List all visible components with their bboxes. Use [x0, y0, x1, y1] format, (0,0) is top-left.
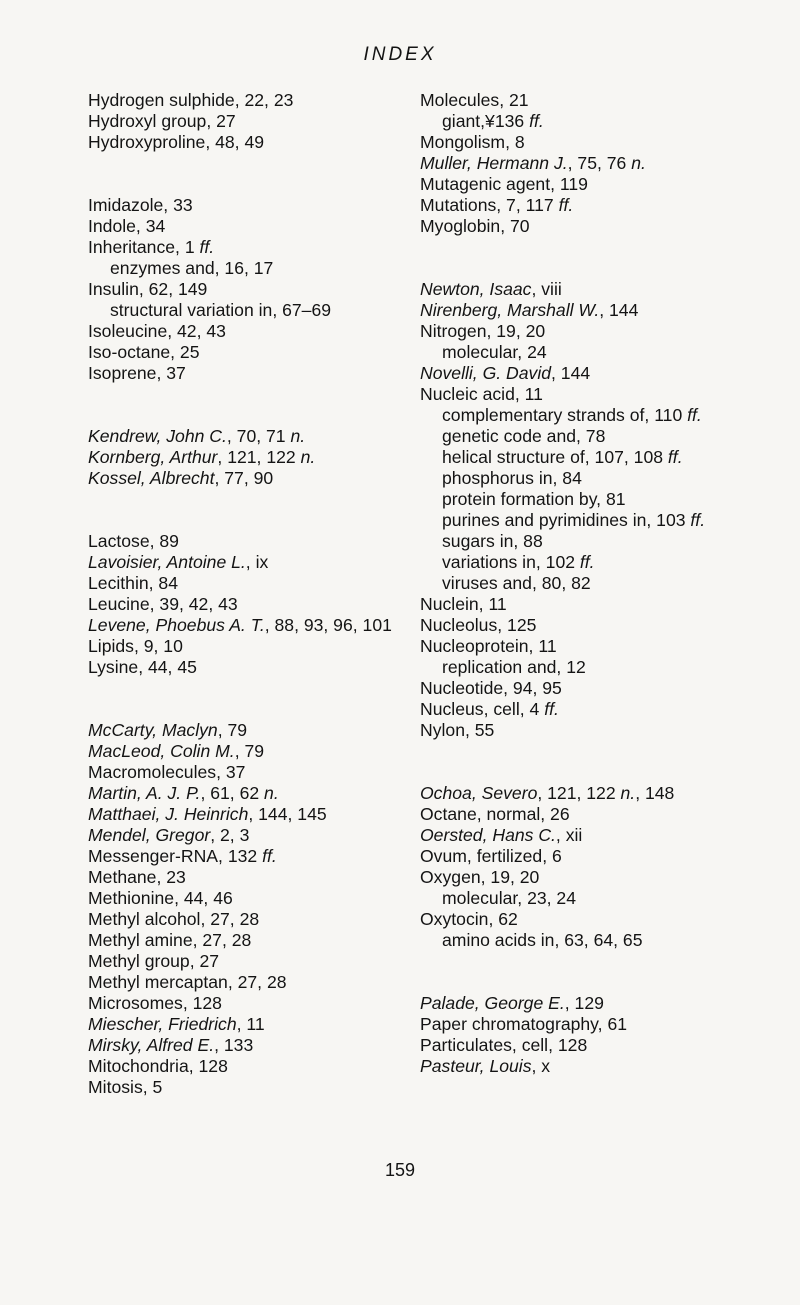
index-entry [88, 195, 400, 216]
entry-text: structural variation in, 67–69 [110, 300, 332, 320]
index-entry [88, 216, 400, 237]
person-name: Miescher, Friedrich [88, 1014, 237, 1034]
index-entry [420, 279, 755, 300]
index-entry [420, 1035, 755, 1056]
index-entry [88, 552, 400, 573]
index-entry [420, 804, 755, 825]
entry-text: Lactose, 89 [88, 531, 179, 551]
entry-text: , 144 [551, 363, 591, 383]
index-subentry [420, 405, 755, 426]
index-entry [88, 930, 400, 951]
entry-text: Nuclein, 11 [420, 594, 507, 614]
index-entry [420, 321, 755, 342]
entry-text: Leucine, 39, 42, 43 [88, 594, 238, 614]
index-entry [88, 363, 400, 384]
index-entry [88, 741, 400, 762]
person-name: Kendrew, John C. [88, 426, 227, 446]
entry-text: Octane, normal, 26 [420, 804, 570, 824]
index-entry [88, 1056, 400, 1077]
entry-text: Oxygen, 19, 20 [420, 867, 540, 887]
person-name: Palade, George E. [420, 993, 565, 1013]
index-entry [88, 573, 400, 594]
spacer [420, 951, 755, 972]
entry-text: replication and, 12 [442, 657, 586, 677]
entry-text: , x [531, 1056, 551, 1076]
entry-text: Hydroxyproline, 48, 49 [88, 132, 265, 152]
person-name: Lavoisier, Antoine L. [88, 552, 246, 572]
italic-suffix: ff. [579, 552, 595, 572]
person-name: McCarty, Maclyn [88, 720, 218, 740]
index-entry [88, 846, 400, 867]
index-subentry [420, 657, 755, 678]
spacer [420, 237, 755, 258]
index-subentry [420, 111, 755, 132]
italic-suffix: ff. [544, 699, 559, 719]
entry-text: Microsomes, 128 [88, 993, 222, 1013]
index-subentry [420, 468, 755, 489]
italic-suffix: n. [300, 447, 316, 467]
italic-suffix: n. [264, 783, 279, 803]
entry-text: , xii [555, 825, 583, 845]
italic-suffix: ff. [529, 111, 544, 131]
index-entry [88, 468, 400, 489]
person-name: Muller, Hermann J. [420, 153, 568, 173]
entry-text: Ovum, fertilized, 6 [420, 846, 562, 866]
index-entry [420, 1056, 755, 1077]
entry-text: , ix [245, 552, 269, 572]
index-entry [420, 678, 755, 699]
index-entry [88, 909, 400, 930]
person-name: Newton, Isaac [420, 279, 532, 299]
entry-text: , viii [531, 279, 562, 299]
index-entry [88, 762, 400, 783]
spacer [420, 762, 755, 783]
italic-suffix: ff. [690, 510, 706, 530]
entry-text: Isoleucine, 42, 43 [88, 321, 226, 341]
index-entry [420, 993, 755, 1014]
entry-text: Imidazole, 33 [88, 195, 193, 215]
person-name: Martin, A. J. P. [88, 783, 201, 803]
index-entry [420, 195, 755, 216]
entry-text: purines and pyrimidines in, 103 [442, 510, 691, 530]
entry-text: Lysine, 44, 45 [88, 657, 197, 677]
index-entry [420, 636, 755, 657]
person-name: Pasteur, Louis [420, 1056, 532, 1076]
spacer [420, 972, 755, 993]
entry-text: Nucleus, cell, 4 [420, 699, 545, 719]
person-name: Oersted, Hans C. [420, 825, 556, 845]
entry-text: , 144, 145 [248, 804, 327, 824]
entry-text: Mutations, 7, 117 [420, 195, 559, 215]
spacer [88, 678, 400, 699]
index-entry [420, 216, 755, 237]
entry-text: Nucleoprotein, 11 [420, 636, 557, 656]
index-column-right [420, 90, 755, 1077]
entry-text: , 129 [564, 993, 604, 1013]
italic-suffix: ff. [687, 405, 702, 425]
index-entry [88, 531, 400, 552]
entry-text: Mitochondria, 128 [88, 1056, 228, 1076]
entry-text: , 61, 62 [200, 783, 265, 803]
entry-text: Paper chromatography, 61 [420, 1014, 628, 1034]
person-name: Levene, Phoebus A. T. [88, 615, 265, 635]
entry-text: helical structure of, 107, 108 [442, 447, 668, 467]
italic-suffix: ff. [667, 447, 683, 467]
spacer [88, 174, 400, 195]
entry-text: Lipids, 9, 10 [88, 636, 183, 656]
entry-text: , 11 [236, 1014, 265, 1034]
index-subentry [420, 489, 755, 510]
entry-text: giant,¥136 [442, 111, 530, 131]
index-subentry [420, 888, 755, 909]
index-entry [420, 132, 755, 153]
index-subentry [88, 300, 400, 321]
index-entry [88, 720, 400, 741]
entry-text: Methionine, 44, 46 [88, 888, 233, 908]
entry-text: Methyl group, 27 [88, 951, 220, 971]
entry-text: Messenger-RNA, 132 [88, 846, 263, 866]
entry-text: Nucleotide, 94, 95 [420, 678, 562, 698]
person-name: Novelli, G. David [420, 363, 552, 383]
index-entry [88, 1035, 400, 1056]
index-entry [420, 825, 755, 846]
index-subentry [420, 447, 755, 468]
spacer [88, 153, 400, 174]
entry-text: Mongolism, 8 [420, 132, 525, 152]
entry-text: , 70, 71 [226, 426, 291, 446]
index-entry [420, 153, 755, 174]
entry-text: , 144 [599, 300, 639, 320]
index-entry [420, 720, 755, 741]
index-entry [88, 993, 400, 1014]
spacer [420, 258, 755, 279]
index-entry [420, 783, 755, 804]
italic-suffix: ff. [199, 237, 215, 257]
italic-suffix: n. [290, 426, 306, 446]
index-entry [420, 594, 755, 615]
index-entry [88, 321, 400, 342]
index-entry [88, 657, 400, 678]
entry-text: molecular, 24 [442, 342, 547, 362]
index-entry [420, 615, 755, 636]
entry-text: Nitrogen, 19, 20 [420, 321, 546, 341]
entry-text: Molecules, 21 [420, 90, 529, 110]
entry-text: enzymes and, 16, 17 [110, 258, 274, 278]
entry-text: Hydrogen sulphide, 22, 23 [88, 90, 294, 110]
index-subentry [420, 930, 755, 951]
entry-text: Macromolecules, 37 [88, 762, 246, 782]
index-entry [88, 132, 400, 153]
index-entry [420, 699, 755, 720]
index-entry [88, 825, 400, 846]
index-entry [88, 888, 400, 909]
entry-text: Myoglobin, 70 [420, 216, 530, 236]
person-name: Mirsky, Alfred E. [88, 1035, 215, 1055]
entry-text: Indole, 34 [88, 216, 166, 236]
spacer [88, 405, 400, 426]
index-entry [420, 90, 755, 111]
index-entry [88, 804, 400, 825]
entry-text: Methyl amine, 27, 28 [88, 930, 252, 950]
entry-text: Mitosis, 5 [88, 1077, 163, 1097]
index-entry [88, 90, 400, 111]
person-name: Kornberg, Arthur [88, 447, 218, 467]
index-entry [88, 111, 400, 132]
index-entry [88, 279, 400, 300]
entry-text: protein formation by, 81 [442, 489, 626, 509]
italic-suffix: ff. [558, 195, 574, 215]
index-subentry [420, 510, 755, 531]
entry-text: Lecithin, 84 [88, 573, 178, 593]
entry-text: amino acids in, 63, 64, 65 [442, 930, 643, 950]
entry-text: , 77, 90 [214, 468, 274, 488]
index-subentry [420, 531, 755, 552]
entry-text-tail: , 148 [635, 783, 675, 803]
index-entry [88, 636, 400, 657]
page-number: 159 [384, 1160, 416, 1180]
index-entry [420, 174, 755, 195]
entry-text: , 75, 76 [567, 153, 632, 173]
entry-text: Iso-octane, 25 [88, 342, 200, 362]
entry-text: , 121, 122 [217, 447, 301, 467]
entry-text: viruses and, 80, 82 [442, 573, 591, 593]
italic-suffix: n. [631, 153, 646, 173]
index-entry [88, 951, 400, 972]
index-subentry [420, 573, 755, 594]
entry-text: Inheritance, 1 [88, 237, 200, 257]
index-entry [420, 1014, 755, 1035]
person-name: Mendel, Gregor [88, 825, 211, 845]
entry-text: Particulates, cell, 128 [420, 1035, 588, 1055]
index-entry [420, 867, 755, 888]
person-name: Ochoa, Severo [420, 783, 538, 803]
entry-text: Methane, 23 [88, 867, 186, 887]
index-entry [420, 384, 755, 405]
index-entry [88, 867, 400, 888]
index-column-left [88, 90, 400, 1098]
entry-text: , 79 [217, 720, 248, 740]
page-title: INDEX [363, 44, 437, 65]
index-entry [88, 594, 400, 615]
entry-text: , 121, 122 [537, 783, 621, 803]
entry-text: Nucleolus, 125 [420, 615, 537, 635]
person-name: MacLeod, Colin M. [88, 741, 235, 761]
person-name: Kossel, Albrecht [88, 468, 215, 488]
entry-text: , 2, 3 [210, 825, 250, 845]
index-entry [88, 426, 400, 447]
entry-text: Methyl mercaptan, 27, 28 [88, 972, 287, 992]
entry-text: , 88, 93, 96, 101 [264, 615, 392, 635]
entry-text: Nylon, 55 [420, 720, 495, 740]
index-entry [420, 909, 755, 930]
entry-text: sugars in, 88 [442, 531, 543, 551]
entry-text: Methyl alcohol, 27, 28 [88, 909, 260, 929]
entry-text: Insulin, 62, 149 [88, 279, 208, 299]
index-entry [88, 615, 400, 636]
entry-text: molecular, 23, 24 [442, 888, 576, 908]
spacer [88, 699, 400, 720]
entry-text: Oxytocin, 62 [420, 909, 518, 929]
entry-text: Hydroxyl group, 27 [88, 111, 236, 131]
entry-text: complementary strands of, 110 [442, 405, 688, 425]
spacer [88, 510, 400, 531]
index-entry [88, 342, 400, 363]
entry-text: , 133 [214, 1035, 254, 1055]
index-entry [420, 363, 755, 384]
index-entry [88, 783, 400, 804]
index-entry [420, 846, 755, 867]
entry-text: , 79 [234, 741, 265, 761]
italic-suffix: n. [620, 783, 636, 803]
index-entry [88, 237, 400, 258]
italic-suffix: ff. [262, 846, 277, 866]
index-entry [88, 1077, 400, 1098]
entry-text: Nucleic acid, 11 [420, 384, 543, 404]
index-subentry [420, 426, 755, 447]
index-entry [88, 1014, 400, 1035]
spacer [88, 489, 400, 510]
index-entry [88, 447, 400, 468]
index-entry [420, 300, 755, 321]
index-entry [88, 972, 400, 993]
index-subentry [420, 552, 755, 573]
spacer [420, 741, 755, 762]
person-name: Matthaei, J. Heinrich [88, 804, 249, 824]
entry-text: variations in, 102 [442, 552, 580, 572]
index-subentry [420, 342, 755, 363]
entry-text: phosphorus in, 84 [442, 468, 582, 488]
index-subentry [88, 258, 400, 279]
entry-text: genetic code and, 78 [442, 426, 606, 446]
person-name: Nirenberg, Marshall W. [420, 300, 600, 320]
entry-text: Isoprene, 37 [88, 363, 186, 383]
spacer [88, 384, 400, 405]
entry-text: Mutagenic agent, 119 [420, 174, 588, 194]
